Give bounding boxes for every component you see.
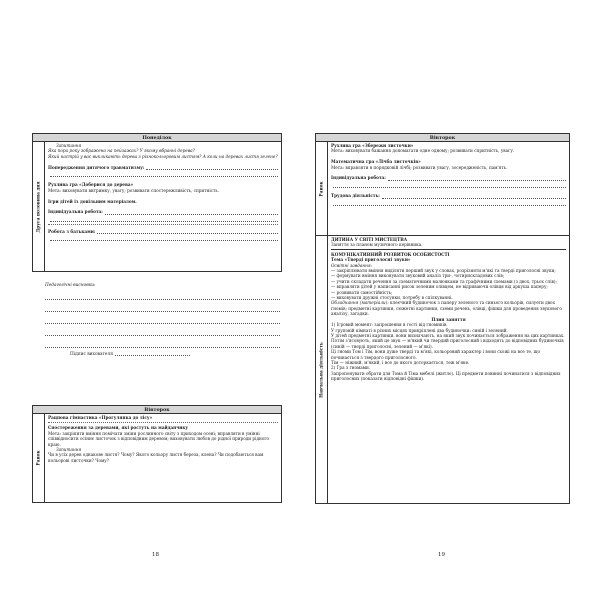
table-header: Вівторок [316,134,569,142]
game1-title: Рухлива гра «Збережи листочки» [331,143,414,148]
tasks-label: Освітні завдання: [331,262,373,268]
side-label-cell [33,414,45,502]
lesson-topic: Тема «Тверді приголосні звуки» [331,257,411,263]
side-label-cell [33,142,45,271]
page-number: 18 [152,552,159,558]
task-item: — вправляти дітей у написанні рисок зеленим олівцем, не відриваючи олівця від аркуша паперу; [331,284,548,290]
table-content [328,236,569,503]
monday-afternoon-table [32,133,282,272]
side-label: Навчальна діяльність [318,341,324,398]
individual-work-label: Індивідуальна робота: [331,175,386,181]
plan-item: 2) Гра з гномами. [331,365,371,371]
question-line: Чи в усіх дерев однакове листя? Чому? Якого кольору листя береза, клена? Чи подобаються вам кольорові листочки? Чому? [48,452,264,463]
table-content [328,142,569,235]
trauma-label: Попередження дитячого травматизму: [48,164,145,170]
game2-goal: Мета: вправляти в порядковій лічбі; розвивати увагу, зосередженість, пам'ять. [331,164,508,170]
learning-activity-table [315,236,570,504]
observation-goal: Мета: закріпити вміння помічати зміни рослинного світу з приходом осені; вправляти в умінні співвідносити осіннє листочок з відповідним деревом; виховувати любов до рідної природи рідного краю. [48,430,270,447]
task-item: — закріплювати вміння виділяти перший звук у словах, розрізняти м'які та тверді приголосні звуки; [331,268,556,274]
task-item: — розвивати самостійність; [331,289,393,295]
game1-goal: Мета: виховувати бажання допомагати одне одному; розвивати спритність, увагу. [331,148,515,154]
signature-label: Підпис вихователя [70,352,113,357]
task-item: — учити складати речення за схематичними малюнками та графічними схемами (з двох, трьох слів); [331,278,557,284]
plan-item: Ці гноми Том і Тім, вони дуже тверді та м'які, кольоровий характер і вони схожі на все те, що починається з твердого приголосного. [331,349,540,360]
game2-title: Математична гра «Лічба листочків» [331,159,421,165]
tuesday-morning-table [32,405,282,503]
side-label-cell [316,236,328,503]
signature-line [70,352,190,357]
observation-title: Спостереження за деревами, які ростуть на майданчику [48,425,189,431]
table-header: Понеділок [33,134,281,142]
plan-item: Запропонувати обрати для Тома й Тіма мебелі (житло). Ці предмети повинні починатися з відповідних приголосних (показати відповідні фішки). [331,370,561,382]
side-label-cell [316,142,328,235]
game-goal: Мета: виховувати витримку, увагу; розвивати спостережливість, спритність. [48,187,219,193]
plan-item: 1) Ігровий момент: запрошення в гості від гномиків. [331,322,448,328]
notes-title: Педагогічні висновки: [45,283,96,288]
free-games: Ігри дітей із довільним матеріалом. [48,198,137,204]
plan-item: Тім — ніжний, м'який, і все до якого доторкається, теж м'яке. [331,359,470,365]
section-title: КОМУНІКАТИВНИЙ РОЗВИТОК ОСОБИСТОСТІ [331,251,450,257]
side-label: Ранок [318,180,324,197]
equipment-text: клеєчний будиночок з паперу зеленого та синього кольорів, силуети двох гномів; предметні картинки, сюжетні картинки, схеми речень, олівці, фішки для проведення звукового аналізу, загадки. [331,300,562,317]
parents-work-label: Робота з батьками: [48,228,96,234]
individual-work-label: Індивідуальна робота: [48,209,103,215]
questions-label: Запитання [56,143,82,148]
exercise-title: Рацпова гімнастика «Прогулянка до лісу» [48,415,153,420]
table-content [45,414,281,502]
table-content [45,142,281,271]
side-label: Друга половина дня [35,180,41,233]
task-item: — виховувати дружні стосунки, потребу в спілкуванні. [331,295,453,301]
plan-label: Плин заняття [431,316,466,322]
question-line: Який настрій у вас викликають дерева з різнокольоровим листям? А коли на деревах листя зелене? [48,153,278,159]
plan-item: У груповій кімнаті в різних місцях прикріплені два будиночки: синій і зелений. [331,327,508,333]
side-label: Ранок [35,450,41,466]
labor-label: Трудова діяльність: [331,193,380,199]
plan-item: У дітей предметні картинки, вони визначають, на який звук починається зображення на цих картинках. Потім з'ясовують, який це звук — м'який чи твердий приголосний і відходять до відповідних будиночків (синій — тверді приголосні, зелений — м'які). [331,332,565,349]
tuesday-morning-table [315,133,570,236]
question-line: Яка пора року зображена на пейзажах? У якому вбранні дерева? [48,148,195,154]
page-number: 19 [438,552,445,558]
section-title: ДИТИНА У СВІТІ МИСТЕЦТВА [331,237,408,242]
questions-label: Запитання [56,447,82,453]
section-note: Заняття за планом музичного керівника. [331,242,423,248]
pedagogical-notes [45,283,280,348]
task-item: — формувати вміння виконувати звуковий аналіз три-, чотирискладових слів; [331,273,505,279]
game-title: Рухлива гра «Доберися до дерева» [48,182,134,188]
equipment-label: Обладнання (матеріали): [331,300,389,306]
table-header: Вівторок [33,406,281,414]
right-page [300,0,600,600]
